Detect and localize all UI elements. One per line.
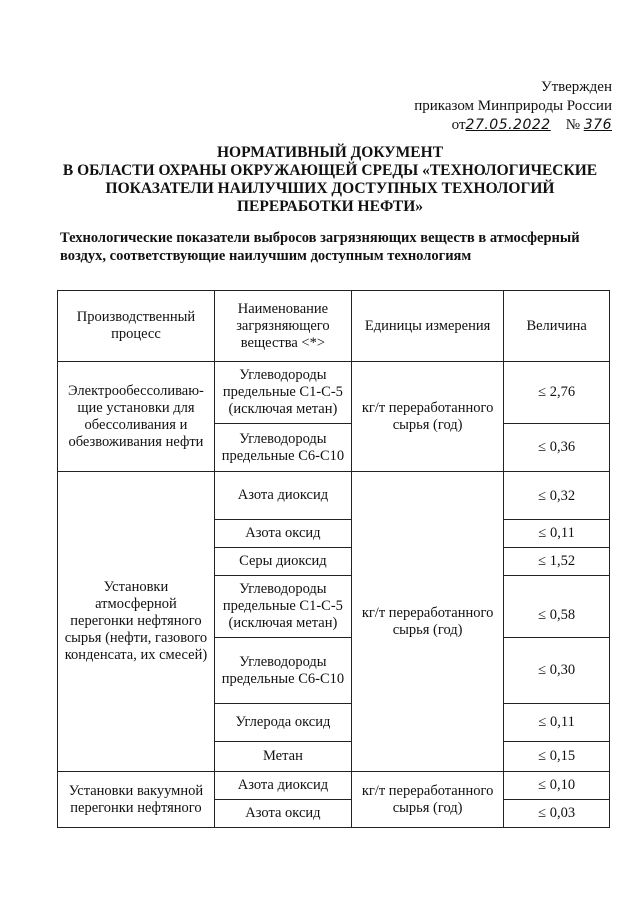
table-row bbox=[58, 362, 610, 424]
value-cell: ≤ 0,15 bbox=[504, 742, 610, 772]
unit-cell: кг/т переработанного сырья (год) bbox=[351, 772, 503, 828]
title-line: ПОКАЗАТЕЛИ НАИЛУЧШИХ ДОСТУПНЫХ ТЕХНОЛОГИЙ bbox=[105, 180, 555, 197]
substance-cell: Азота оксид bbox=[214, 520, 351, 548]
value-cell: ≤ 0,30 bbox=[504, 638, 610, 704]
approval-block bbox=[414, 78, 612, 135]
date-prefix: от bbox=[451, 117, 466, 133]
approval-line: Утвержден bbox=[540, 79, 612, 95]
value-cell: ≤ 0,11 bbox=[504, 520, 610, 548]
substance-cell: Азота диоксид bbox=[214, 472, 351, 520]
substance-cell: Углеводороды предельные С1-С-5 (исключая метан) bbox=[214, 362, 351, 424]
substance-cell: Азота оксид bbox=[214, 800, 351, 828]
header-row bbox=[58, 291, 610, 362]
value-cell: ≤ 1,52 bbox=[504, 548, 610, 576]
approval-order-line: приказом Минприроды России bbox=[414, 98, 612, 114]
process-cell: Установки вакуумной перегонки нефтяного bbox=[58, 772, 215, 828]
title-line: НОРМАТИВНЫЙ ДОКУМЕНТ bbox=[216, 144, 444, 161]
title-line: ПЕРЕРАБОТКИ НЕФТИ» bbox=[236, 198, 424, 215]
approval-date-line bbox=[414, 116, 612, 135]
title-line: В ОБЛАСТИ ОХРАНЫ ОКРУЖАЮЩЕЙ СРЕДЫ «ТЕХНОЛОГИЧЕСКИЕ bbox=[62, 162, 598, 179]
substance-cell: Углеводороды предельные С1-С-5 (исключая метан) bbox=[214, 576, 351, 638]
date-value: 27.05.2022 bbox=[465, 117, 551, 133]
value-cell: ≤ 0,58 bbox=[504, 576, 610, 638]
substance-cell: Метан bbox=[214, 742, 351, 772]
header-process: Производственный процесс bbox=[58, 291, 215, 362]
header-unit: Единицы измерения bbox=[351, 291, 503, 362]
table-caption: Технологические показатели выбросов загрязняющих веществ в атмосферный воздух, соответствующие наилучшим доступным технологиям bbox=[60, 230, 580, 264]
value-cell: ≤ 0,03 bbox=[504, 800, 610, 828]
substance-cell: Углеводороды предельные С6-С10 bbox=[214, 638, 351, 704]
document-title bbox=[40, 144, 620, 216]
table-row bbox=[58, 472, 610, 520]
value-cell: ≤ 2,76 bbox=[504, 362, 610, 424]
number-value: 376 bbox=[583, 117, 612, 133]
unit-cell: кг/т переработанного сырья (год) bbox=[351, 362, 503, 472]
process-cell: Электрообессоливаю-щие установки для обессоливания и обезвоживания нефти bbox=[58, 362, 215, 472]
header-substance: Наименование загрязняющего вещества <*> bbox=[214, 291, 351, 362]
substance-cell: Азота диоксид bbox=[214, 772, 351, 800]
process-cell: Установки атмосферной перегонки нефтяного сырья (нефти, газового конденсата, их смесей) bbox=[58, 472, 215, 772]
value-cell: ≤ 0,32 bbox=[504, 472, 610, 520]
value-cell: ≤ 0,36 bbox=[504, 424, 610, 472]
substance-cell: Углерода оксид bbox=[214, 704, 351, 742]
header-value: Величина bbox=[504, 291, 610, 362]
substance-cell: Углеводороды предельные С6-С10 bbox=[214, 424, 351, 472]
number-prefix: № bbox=[565, 117, 581, 133]
substance-cell: Серы диоксид bbox=[214, 548, 351, 576]
value-cell: ≤ 0,11 bbox=[504, 704, 610, 742]
emissions-table bbox=[57, 290, 610, 828]
table-row bbox=[58, 772, 610, 800]
value-cell: ≤ 0,10 bbox=[504, 772, 610, 800]
unit-cell: кг/т переработанного сырья (год) bbox=[351, 472, 503, 772]
